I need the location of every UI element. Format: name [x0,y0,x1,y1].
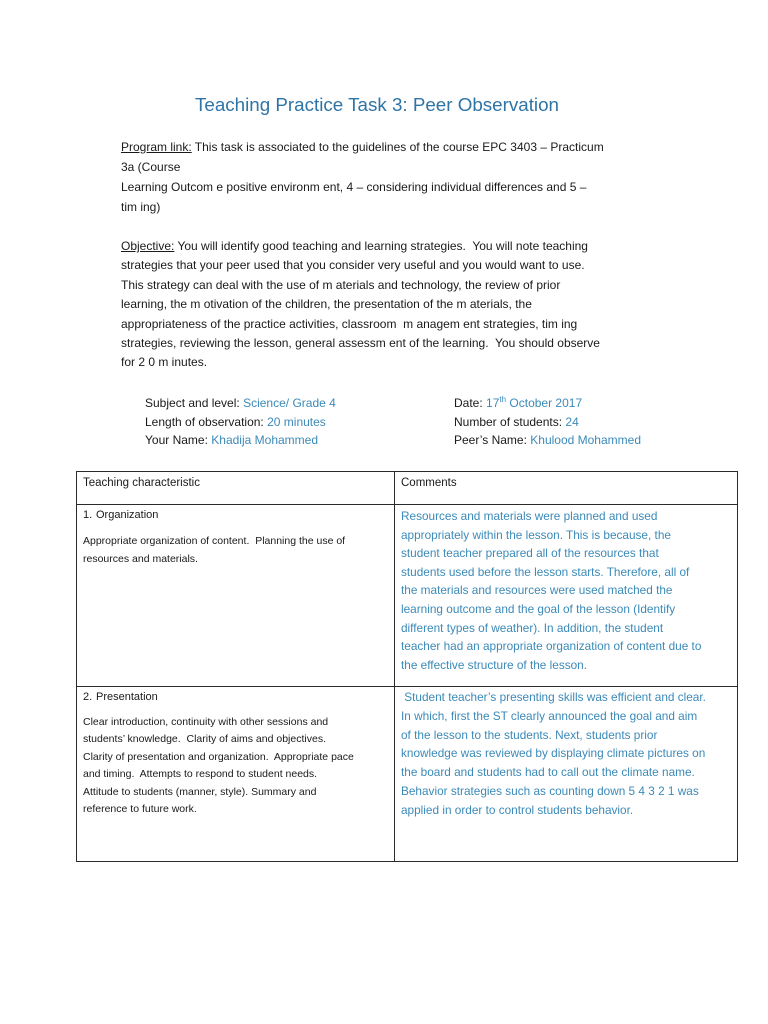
objective-line: for 2 0 m inutes. [121,355,208,370]
date-suffix: th [499,395,507,404]
objective-line: You will identify good teaching and learning strategies. You will note teaching [174,239,588,253]
characteristic-number: 2. [83,691,93,703]
student-count-label: Number of students: [454,414,563,429]
page-title: Teaching Practice Task 3: Peer Observation [195,94,559,115]
comments-cell [395,505,738,687]
program-link-first-line [121,137,604,157]
criteria-text [83,714,390,818]
table-header-comments: Comments [395,472,738,505]
criteria-line: and timing. Attempts to respond to student needs. [83,768,318,781]
objective-line: strategies, reviewing the lesson, general assessm ent of the learning. You should observe [121,336,600,351]
comment-line: appropriately within the lesson. This is because, the [401,527,671,542]
observation-info-left [145,394,336,450]
comment-line: students used before the lesson starts. Therefore, all of [401,564,690,579]
program-link-line: This task is associated to the guidelines of the course EPC 3403 – Practicum [191,140,604,154]
program-link-line: Learning Outcom e positive environm ent, 4 – considering individual differences and 5 – [121,180,587,194]
criteria-line: students’ knowledge. Clarity of aims and objectives. [83,733,326,746]
criteria-line: resources and materials. [83,553,198,565]
characteristic-cell [77,687,395,862]
program-link-line: 3a (Course [121,160,181,174]
info-row-your-name [145,431,336,450]
comment-line: Student teacher’s presenting skills was efficient and clear. [401,690,706,704]
criteria-line: reference to future work. [83,803,197,816]
info-row-length [145,413,336,432]
info-row-students [454,413,641,432]
criteria-line: Appropriate organization of content. Planning the use of [83,535,346,547]
comment-line: learning outcome and the goal of the lesson (Identify [401,601,676,616]
peer-name-label: Peer’s Name: [454,433,527,447]
comment-line: different types of weather). In addition, the student [401,620,664,635]
date-day: 17 [486,396,500,410]
comment-line: of the lesson to the students. Next, students prior [401,727,658,742]
observation-table [76,471,738,862]
date-month-year: October 2017 [509,396,583,410]
observation-length-label: Length of observation: [145,414,264,429]
observation-length-value: 20 minutes [267,414,326,429]
table-header-characteristic: Teaching characteristic [77,472,395,505]
info-row-date [454,394,641,413]
characteristic-cell [77,505,395,687]
comments-cell [395,687,738,862]
criteria-line: Attitude to students (manner, style). Summary and [83,785,317,798]
comment-line: the effective structure of the lesson. [401,657,588,672]
program-link-section [121,137,604,217]
comment-line: the materials and resources were used matched the [401,583,673,598]
objective-line: learning, the m otivation of the children, the presentation of the m aterials, the [121,297,532,312]
objective-line: strategies that your peer used that you consider very useful and you would want to use. [121,258,585,273]
objective-line: This strategy can deal with the use of m aterials and technology, the review of prior [121,277,561,292]
comment-line: applied in order to control students behavior. [401,802,634,817]
comment-line: teacher had an appropriate organization of content due to [401,639,702,654]
info-row-peer-name [454,431,641,450]
comment-line: In which, first the ST clearly announced the goal and aim [401,708,698,723]
program-link-label: Program link: [121,140,192,154]
subject-level-label: Subject and level: [145,396,240,410]
comment-line: student teacher prepared all of the resources that [401,546,659,561]
observer-name-label: Your Name: [145,433,208,447]
characteristic-name: Presentation [96,691,158,703]
characteristic-number: 1. [83,509,93,521]
comment-line: knowledge was reviewed by displaying climate pictures on [401,746,706,761]
criteria-line: Clear introduction, continuity with other sessions and [83,716,329,728]
subject-level-value: Science/ Grade 4 [243,396,336,410]
date-value [486,396,582,410]
objective-first-line [121,237,600,256]
comment-line: Resources and materials were planned and used [401,509,658,523]
observer-name-value: Khadija Mohammed [211,433,319,447]
info-row-subject [145,394,336,413]
objective-line: appropriateness of the practice activities, classroom m anagem ent strategies, tim ing [121,316,578,331]
comment-line: the board and students had to call out the climate name. [401,765,695,780]
characteristic-name: Organization [96,509,159,521]
comment-line: Behavior strategies such as counting down 5 4 3 2 1 was [401,783,699,798]
criteria-text [83,532,390,568]
characteristic-heading [83,508,390,522]
criteria-line: Clarity of presentation and organization. Appropriate pace [83,750,354,763]
peer-name-value: Khulood Mohammed [530,433,641,447]
characteristic-heading [83,690,390,704]
date-label: Date: [454,396,483,410]
objective-section [121,237,600,373]
objective-label: Objective: [121,239,175,253]
program-link-line: tim ing) [121,200,161,214]
observation-info-right [454,394,641,450]
student-count-value: 24 [565,414,579,429]
